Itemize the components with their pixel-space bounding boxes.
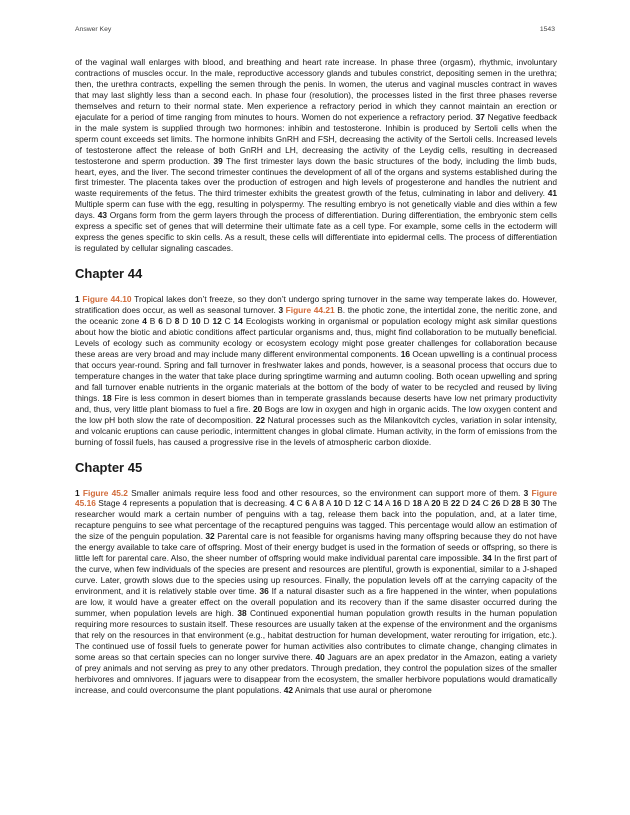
answer-text: Multiple sperm can fuse with the egg, resulting in polyspermy. The resulting embryo is not genetically viable and dies within a few days. bbox=[75, 199, 557, 221]
mc-number: 12 bbox=[353, 498, 363, 509]
answer-number: 41 bbox=[547, 188, 557, 199]
mc-answer: A bbox=[384, 498, 390, 509]
chapter-43-answers bbox=[75, 57, 557, 254]
answer-number: 39 bbox=[213, 155, 223, 166]
mc-number: 16 bbox=[392, 498, 402, 509]
mc-number: 22 bbox=[450, 498, 461, 509]
mc-answer: B bbox=[522, 498, 529, 509]
figure-link[interactable]: Figure 45.2 bbox=[82, 487, 128, 498]
chapter-45-answers bbox=[75, 488, 557, 696]
mc-number: 14 bbox=[373, 498, 383, 509]
mc-answer: C bbox=[224, 316, 231, 327]
answer-key-body bbox=[75, 57, 557, 696]
answer-text: Smaller animals require less food and other resources, so the environment can support more of them. bbox=[131, 487, 521, 498]
figure-link[interactable]: Figure 44.10 bbox=[82, 294, 132, 305]
page-number: 1543 bbox=[539, 26, 555, 33]
answer-number: 1 bbox=[75, 487, 80, 498]
answer-number: 37 bbox=[475, 111, 485, 122]
chapter-45-heading: Chapter 45 bbox=[75, 459, 143, 475]
answer-number: 1 bbox=[75, 294, 80, 305]
running-title: Answer Key bbox=[75, 26, 112, 33]
answer-number: 32 bbox=[205, 531, 215, 542]
mc-number: 8 bbox=[174, 316, 180, 327]
answer-number: 34 bbox=[482, 553, 492, 564]
mc-answer: C bbox=[482, 498, 489, 509]
answer-text: The researcher would mark a certain number of penguins with a tag, release them back into the population, and, at a later time, recapture penguins to see what percentage of the recaptured penguins was tagged. This percentage would allow an estimation of the size of the penguin population. bbox=[75, 498, 557, 542]
intro-text: of the vaginal wall enlarges with blood, and breathing and heart rate increase. In phase three (orgasm), rhythmic, involuntary contractions of muscles occur. In the male, reproductive accessory glands and tubules constrict, depositing semen in the urethra; then, the urethra contracts, expelling the semen through the penis. In women, the uterus and vaginal muscles contract in waves that may last slightly less than a second each. In phase four (resolution), the processes listed in the first three phases reverse themselves and return to their normal state. Men experience a refractory period in which they cannot maintain an erection or ejaculate for a period of time ranging from minutes to hours. Women do not experience a refractory period. bbox=[75, 57, 557, 122]
answer-number: 42 bbox=[283, 684, 294, 695]
mc-number: 10 bbox=[191, 316, 201, 327]
mc-number: 12 bbox=[212, 316, 222, 327]
mc-answer: D bbox=[182, 316, 189, 327]
answer-text: In the first part of the curve, when few individuals of the species are present and resources are plentiful, growth is exponential, similar to a J-shaped curve. Later, growth slows due to the species using up resources. Finally, the population levels off at the carrying capacity of the environment, and it is relatively stable over time. bbox=[75, 553, 557, 597]
mc-number: 4 bbox=[289, 498, 295, 509]
mc-answer: D bbox=[462, 498, 469, 509]
answer-text: Parental care is not feasible for organisms having many offspring because they do not have the energy available to take care of offspring. Most of their energy budget is used in the formation of seeds or offspring, so there is little left for parental care. Also, the sheer number of offspring would make individual parental care impossible. bbox=[75, 531, 557, 564]
answer-text: B. the photic zone, the intertidal zone, the neritic zone, and the oceanic zone bbox=[75, 305, 557, 327]
answer-text: Bogs are low in oxygen and high in organic acids. The low oxygen content and the low pH both slow the rate of decomposition. bbox=[75, 403, 557, 425]
answer-text: Continued exponential human population growth results in the human population requiring more resources to sustain itself. These resources are usually taken at the expense of the environment and the organisms that rely on the resources in that environment (e.g., habitat destruction for human development, water rerouting for irrigation, etc.). The continued use of fossil fuels to generate power for human activities also contributes to climate change, changing climates in some areas so that certain species can no longer survive there. bbox=[75, 607, 558, 662]
chapter-44-heading: Chapter 44 bbox=[75, 266, 143, 282]
answer-number: 3 bbox=[278, 305, 284, 316]
mc-number: 8 bbox=[319, 498, 324, 509]
answer-text: Jaguars are an apex predator in the Amazon, eating a variety of prey animals and not serving as prey to any other predators. Through predation, they control the population sizes of the smaller herbivores and omnivores. If jaguars were to disappear from the ecosystem, the smaller herbivore populations would dramatically increase, and could overconsume the plant populations. bbox=[75, 651, 557, 695]
answer-text: Negative feedback in the male system is supplied through two hormones: inhibin and testosterone. Inhibin is produced by Sertoli cells when the sperm count exceeds set limits. The hormone inhibits GnRH and FSH, decreasing the activity of the Sertoli cells. Increased levels of testosterone affect the release of both GnRH and LH, decreasing the activity of the Leydig cells, resulting in decreased testosterone and sperm production. bbox=[75, 111, 557, 166]
mc-answer: A bbox=[423, 498, 429, 509]
answer-text: Ocean upwelling is a continual process that occurs year-round. Spring and fall turnover in freshwater lakes and ponds, however, is a seasonal process that occurs due to temperature changes in the water that take place during springtime warming and autumn cooling. Both ocean upwelling and spring and fall turnover enable nutrients in the organic materials at the bottom of the body of water to be recycled and reused by living things. bbox=[75, 348, 557, 403]
answer-number: 30 bbox=[530, 498, 541, 509]
chapter-44-answers bbox=[75, 294, 557, 447]
answer-text: If a natural disaster such as a fire happened in the winter, when populations are low, it would have a greater effect on the overall population and its recovery than if the same disaster occurred during the summer, when population levels are high. bbox=[75, 586, 557, 618]
page-header bbox=[75, 26, 555, 33]
answer-number: 43 bbox=[97, 210, 107, 221]
mc-answer: D bbox=[345, 498, 352, 509]
answer-number: 14 bbox=[233, 316, 243, 327]
mc-answer: A bbox=[311, 498, 317, 509]
figure-link[interactable]: Figure 44.21 bbox=[285, 305, 335, 316]
mc-answer: B bbox=[149, 316, 156, 327]
answer-number: 38 bbox=[237, 607, 247, 618]
answer-text: Ecologists working in organismal or population ecology might ask similar questions about how the biotic and abiotic conditions affect particular organisms and, thus, might find collaboration to be mutually beneficial. Levels of ecology such as community ecology or ecosystem ecology might pose greater challenges for collaboration because these areas are very broad and may include many different environmental components. bbox=[75, 316, 557, 359]
mc-answer: B bbox=[442, 498, 449, 509]
long-answers bbox=[75, 498, 557, 694]
mc-number: 26 bbox=[491, 498, 501, 509]
figure-link[interactable]: Figure 45.16 bbox=[75, 487, 558, 509]
mc-number: 6 bbox=[305, 498, 310, 509]
answer-text: Natural processes such as the Milankovitch cycles, variation in solar intensity, and volcanic eruptions can cause periodic, intermittent changes in global climate. Human activity, in the form of emissions from the burning of fossil fuels, has caused a progressive rise in the levels of atmospheric carbon dioxide. bbox=[75, 414, 557, 447]
mc-number: 10 bbox=[333, 498, 343, 509]
mc-answer: D bbox=[502, 498, 509, 509]
answer-text: Stage 4 represents a population that is decreasing. bbox=[98, 498, 288, 509]
mc-answer: D bbox=[404, 498, 411, 509]
mc-answer: C bbox=[365, 498, 372, 509]
mc-number: 4 bbox=[142, 316, 147, 327]
answer-text: Fire is less common in desert biomes than in temperate grasslands because deserts have low net primary productivity and, thus, very little plant biomass to fuel a fire. bbox=[75, 392, 557, 414]
mc-answers bbox=[290, 498, 529, 508]
answer-number: 22 bbox=[255, 414, 265, 425]
answer-text: Animals that use aural or pheromone bbox=[294, 684, 432, 695]
answer-number: 20 bbox=[253, 403, 263, 414]
mc-number: 6 bbox=[158, 316, 163, 327]
answer-text: The first trimester lays down the basic structures of the body, including the limb buds, heart, eyes, and the liver. The second trimester continues the development of all of the organs and systems established during the first trimester. The placenta takes over the production of estrogen and high levels of progesterone and handles the nutrient and waste requirements of the fetus. The third trimester exhibits the greatest growth of the fetus, culminating in labor and delivery. bbox=[75, 155, 557, 199]
answer-number: 18 bbox=[102, 392, 112, 403]
mc-answers bbox=[142, 316, 230, 326]
mc-answer: D bbox=[165, 316, 172, 327]
answer-number: 3 bbox=[523, 487, 529, 498]
long-answers bbox=[75, 316, 557, 446]
answer-number: 16 bbox=[400, 348, 411, 359]
mc-answer: A bbox=[325, 498, 331, 509]
answer-text: Tropical lakes don’t freeze, so they don’t undergo spring turnover in the same way temperate lakes do. However, stratification does occur, as well as seasonal turnover. bbox=[75, 294, 557, 316]
mc-number: 20 bbox=[431, 498, 441, 509]
mc-answer: D bbox=[203, 316, 210, 327]
answer-number: 36 bbox=[259, 586, 269, 597]
mc-number: 28 bbox=[511, 498, 521, 509]
mc-answer: C bbox=[296, 498, 303, 509]
answer-text: Organs form from the germ layers through the process of differentiation. During differentiation, the embryonic stem cells express a specific set of genes that will determine their ultimate fate as a cell type. For example, some cells in the ectoderm will express the genes specific to skin cells. As a result, these cells will differentiate into epidermal cells. The process of differentiation is regulated by cellular signaling cascades. bbox=[75, 210, 557, 254]
mc-number: 18 bbox=[412, 498, 422, 509]
answer-number: 40 bbox=[315, 651, 325, 662]
mc-number: 24 bbox=[471, 498, 481, 509]
